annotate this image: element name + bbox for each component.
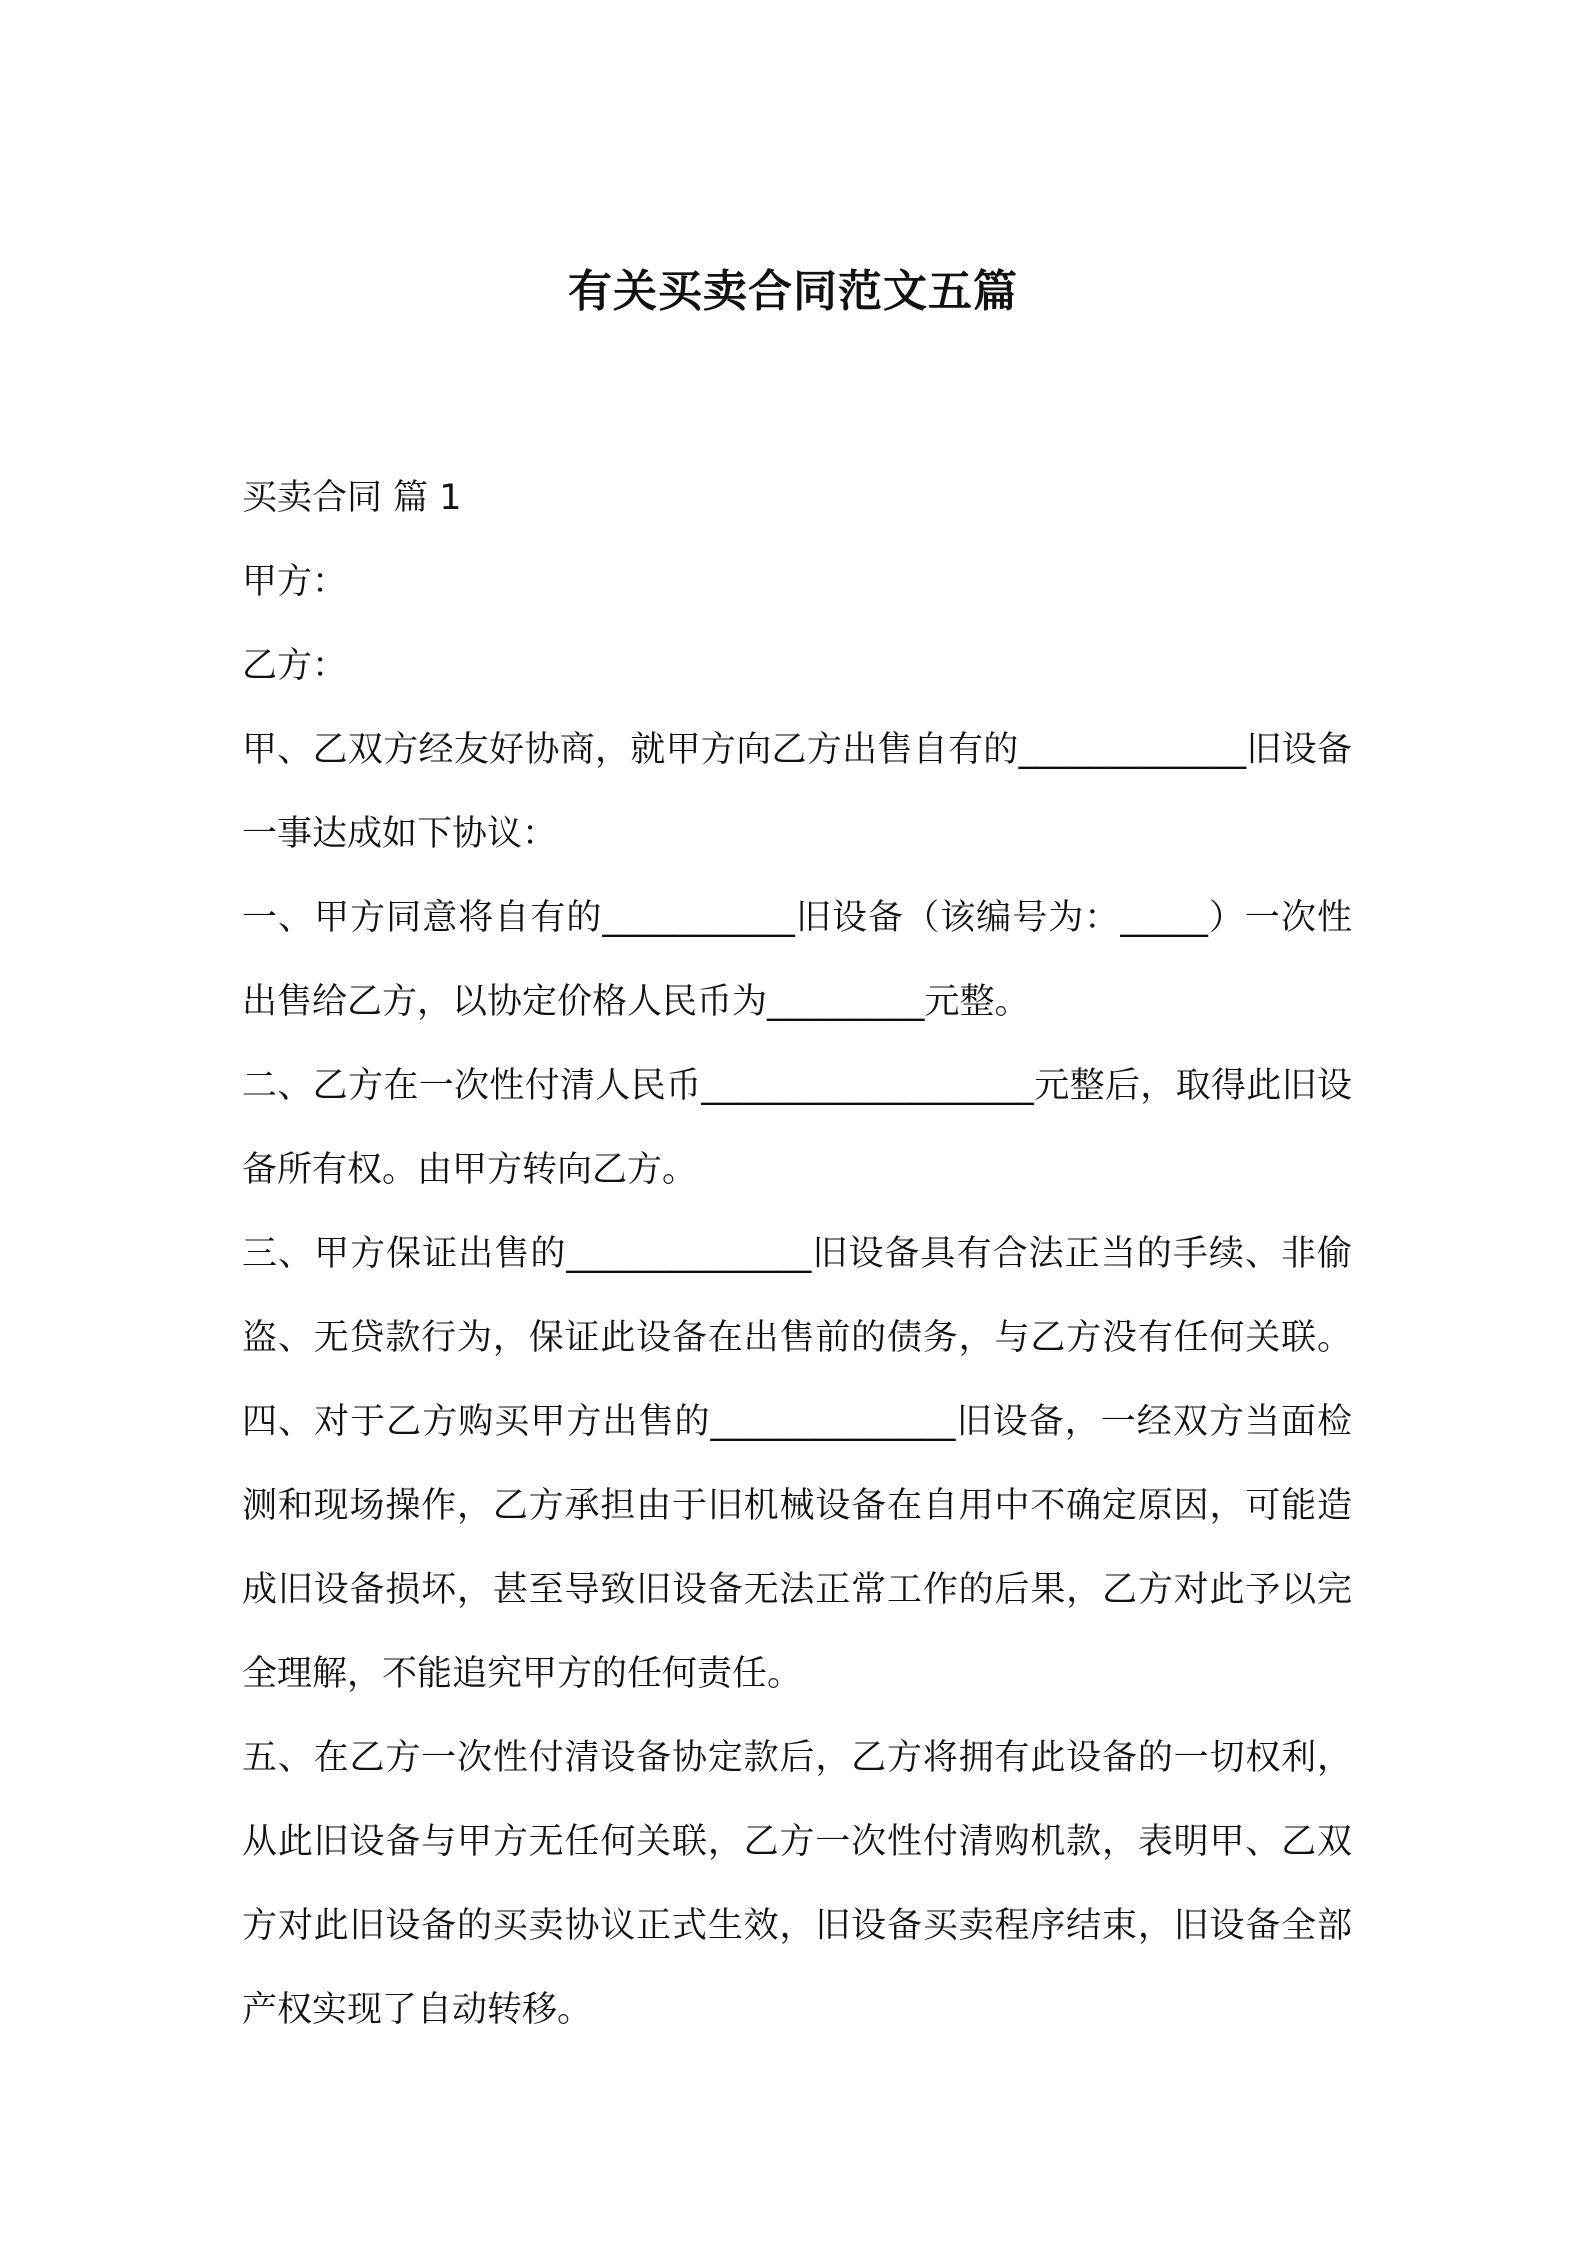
section-heading: 买卖合同 篇 1: [242, 478, 462, 518]
document-body: [242, 456, 1352, 2052]
clause-1: 一、甲方同意将自有的___________旧设备（该编号为：_____）一次性出售给乙方，以协定价格人民币为_________元整。: [242, 898, 1352, 1022]
party-b-line: 乙方：: [242, 646, 348, 686]
clause-3-4: 三、甲方保证出售的______________旧设备具有合法正当的手续、非偷盗、无贷款行为，保证此设备在出售前的债务，与乙方没有任何关联。四、对于乙方购买甲方出售的______________旧设备，一经双方当面检测和现场操作，乙方承担由于旧机械设备在自用中不确定原因，可能造成旧设备损坏，甚至导致旧设备无法正常工作的后果，乙方对此予以完全理解，不能追究甲方的任何责任。: [242, 1234, 1352, 1694]
document-title: 有关买卖合同范文五篇: [568, 266, 1018, 317]
intro-paragraph: 甲、乙双方经友好协商，就甲方向乙方出售自有的_____________旧设备一事达成如下协议：: [242, 730, 1352, 854]
clause-2: 二、乙方在一次性付清人民币___________________元整后，取得此旧设备所有权。由甲方转向乙方。: [242, 1066, 1352, 1190]
party-a-line: 甲方：: [242, 562, 348, 602]
clause-5: 五、在乙方一次性付清设备协定款后，乙方将拥有此设备的一切权利，从此旧设备与甲方无任何关联，乙方一次性付清购机款，表明甲、乙双方对此旧设备的买卖协议正式生效，旧设备买卖程序结束，旧设备全部产权实现了自动转移。: [242, 1738, 1352, 2030]
